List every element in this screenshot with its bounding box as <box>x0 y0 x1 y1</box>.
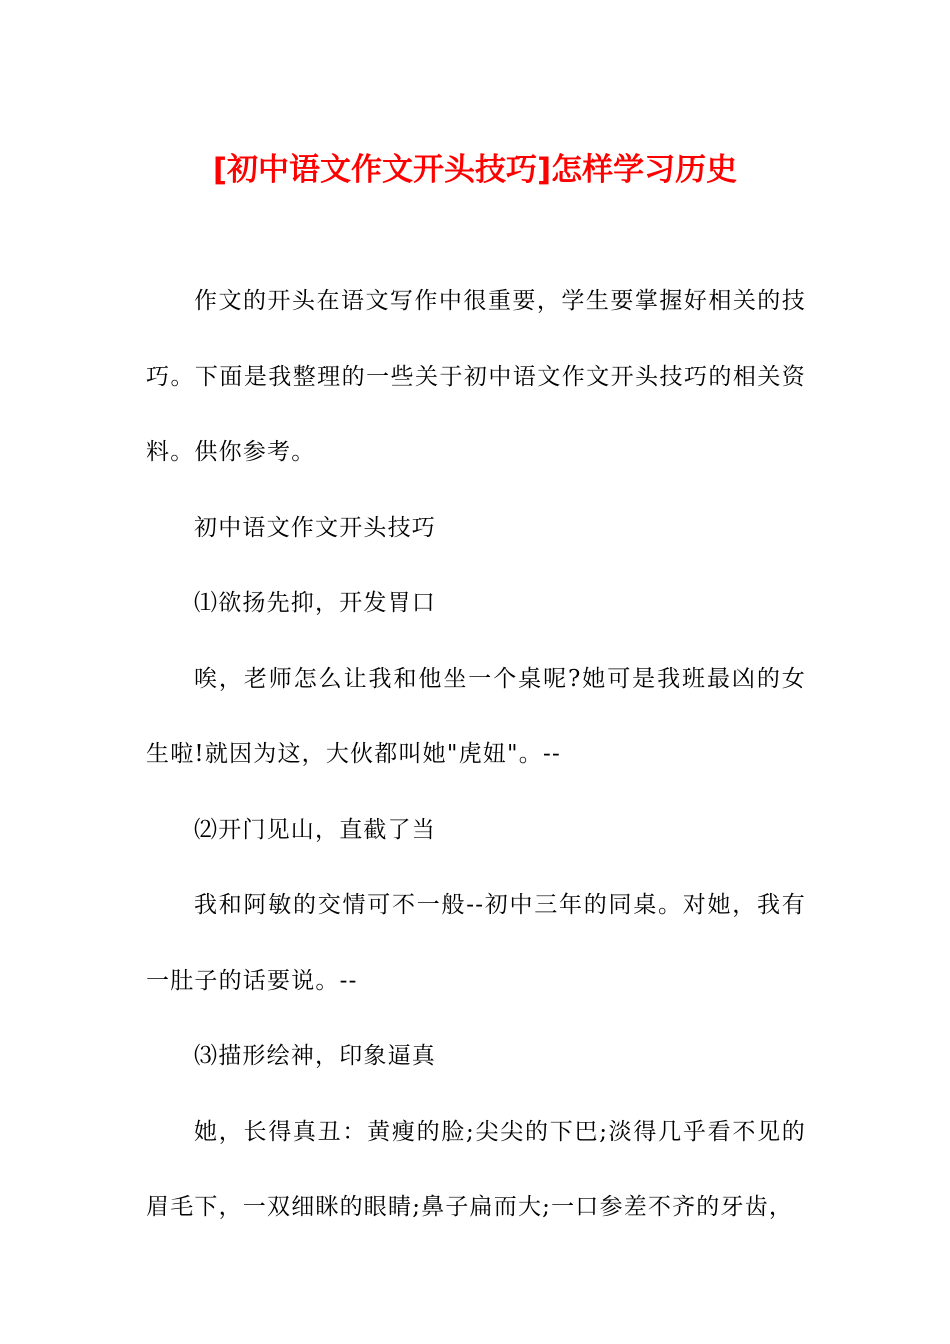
paragraph-tip-2-heading: ⑵开门见山，直截了当 <box>194 816 436 843</box>
document-title: [初中语文作文开头技巧]怎样学习历史 <box>212 152 738 188</box>
paragraph-tip-2-example: 我和阿敏的交情可不一般--初中三年的同桌。对她，我有一肚子的话要说。-- <box>146 892 806 994</box>
paragraph-intro: 作文的开头在语文写作中很重要，学生要掌握好相关的技巧。下面是我整理的一些关于初中语文作文开头技巧的相关资料。供你参考。 <box>146 288 806 465</box>
paragraph-section-heading: 初中语文作文开头技巧 <box>194 514 436 541</box>
paragraph-tip-1-example: 唉，老师怎么让我和他坐一个桌呢?她可是我班最凶的女生啦!就因为这，大伙都叫她"虎妞"。-- <box>146 665 806 767</box>
paragraph-tip-1-heading: ⑴欲扬先抑，开发胃口 <box>194 590 436 616</box>
document-body <box>146 264 806 1246</box>
paragraph-tip-3-heading: ⑶描形绘神，印象逼真 <box>194 1043 436 1069</box>
paragraph-tip-3-example: 她，长得真丑：黄瘦的脸;尖尖的下巴;淡得几乎看不见的眉毛下，一双细眯的眼睛;鼻子扁而大;一口参差不齐的牙齿， <box>146 1118 806 1220</box>
